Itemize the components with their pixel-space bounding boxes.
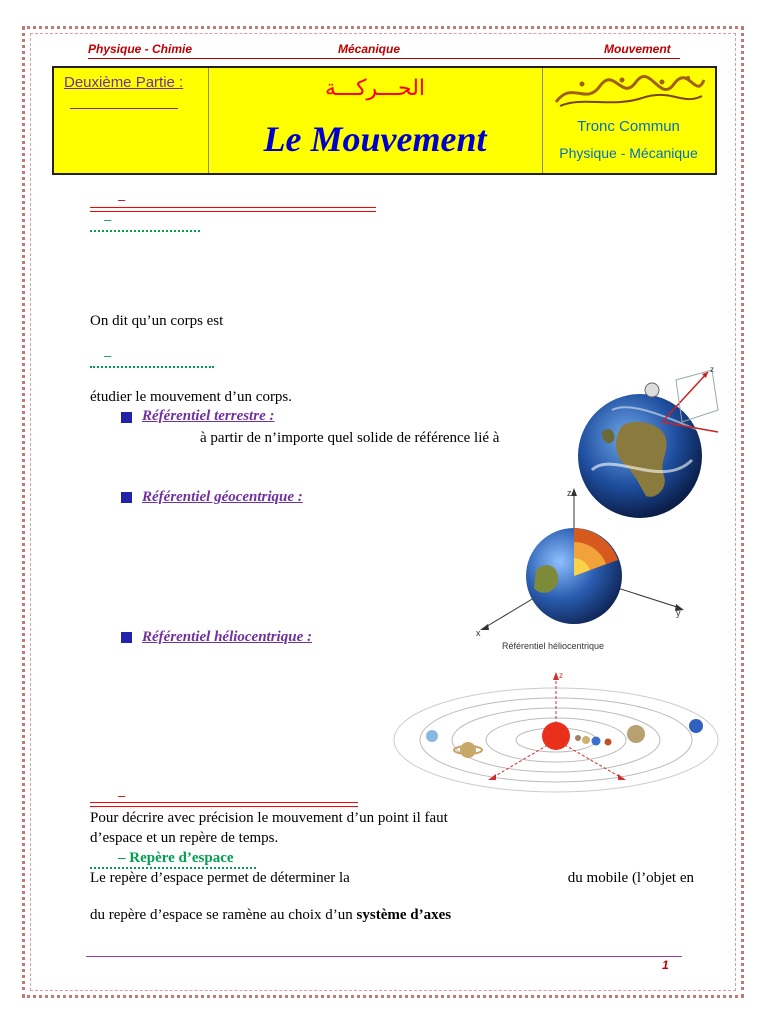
subsection-dash: – xyxy=(104,212,112,227)
banner-level-cell xyxy=(542,68,715,173)
repere-line-1-start: Le repère d’espace permet de déterminer la xyxy=(90,870,350,886)
repere-line-2 xyxy=(90,906,451,924)
describe-line-1: Pour décrire avec précision le mouvement d’un point il faut xyxy=(90,810,448,826)
header-rule xyxy=(88,58,680,59)
page-number: 1 xyxy=(662,958,669,972)
level-label: Tronc Commun xyxy=(577,118,680,135)
helio-caption: Référentiel héliocentrique xyxy=(502,641,605,651)
part-label: Deuxième Partie : xyxy=(64,74,184,91)
describe-line-2: d’espace et un repère de temps. xyxy=(90,830,279,846)
repere-line-1 xyxy=(90,869,694,887)
repere-heading: – Repère d’espace xyxy=(118,850,234,866)
repere-line-2-start: du repère d’espace se ramène au choix d’un xyxy=(90,907,353,923)
banner-title-cell xyxy=(208,68,543,173)
header-chapter: Mouvement xyxy=(604,42,671,56)
study-line: étudier le mouvement d’un corps. xyxy=(90,389,293,405)
geocentric-frame-image xyxy=(470,484,710,656)
helio-axis-z-label: z xyxy=(559,671,563,680)
geo-axis-y-label: y xyxy=(676,608,681,618)
subsection-underline xyxy=(90,366,214,368)
ref-terrestre-title: Référentiel terrestre : xyxy=(142,408,275,424)
subject-label: Physique - Mécanique xyxy=(559,145,698,161)
section-dash: – xyxy=(118,788,126,803)
subsection-dash: – xyxy=(104,348,112,363)
bullet-square-icon xyxy=(121,632,132,643)
section-underline xyxy=(90,207,376,212)
title-banner xyxy=(52,66,717,175)
part-blank-line xyxy=(70,108,178,109)
section-dash: – xyxy=(118,192,126,207)
page-title: Le Mouvement xyxy=(263,119,487,159)
ref-terrestre-text: à partir de n’importe quel solide de référence lié à xyxy=(200,430,500,446)
ref-helio-title: Référentiel héliocentrique : xyxy=(142,629,312,645)
repere-line-2-bold: système d’axes xyxy=(356,907,452,923)
ref-geo-title: Référentiel géocentrique : xyxy=(142,489,303,505)
earth-axis-z-label: z xyxy=(710,365,714,374)
intro-line: On dit qu’un corps est xyxy=(90,313,224,329)
basmala-calligraphy-image xyxy=(552,72,708,110)
header-subject: Physique - Chimie xyxy=(88,42,193,56)
banner-part-cell xyxy=(54,68,209,173)
bullet-square-icon xyxy=(121,412,132,423)
footer-rule xyxy=(86,956,682,957)
repere-line-1-end: du mobile (l’objet en xyxy=(567,870,694,886)
header-domain: Mécanique xyxy=(338,42,401,56)
arabic-title: الحـــركـــة xyxy=(324,76,426,101)
section-underline xyxy=(90,802,358,807)
heliocentric-solar-system-image xyxy=(392,668,726,798)
geo-axis-z-label: z xyxy=(567,488,572,498)
geo-axis-x-label: x xyxy=(476,628,481,638)
subsection-underline xyxy=(90,230,200,232)
bullet-square-icon xyxy=(121,492,132,503)
